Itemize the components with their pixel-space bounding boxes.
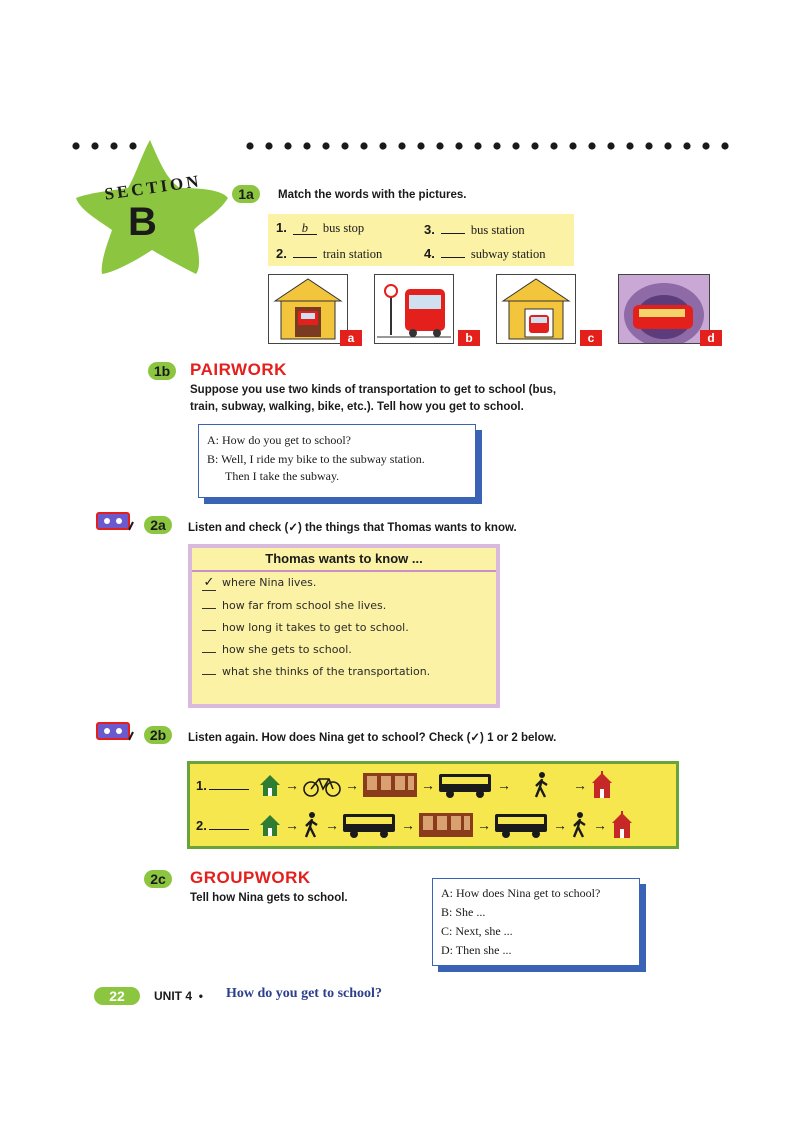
- bus-icon: [342, 811, 398, 839]
- route-panel: [190, 764, 676, 846]
- picture-bus-station: [496, 274, 576, 344]
- subway-icon: [619, 275, 709, 343]
- match-item-1: 1. b bus stop: [276, 220, 365, 235]
- bus-icon: [494, 811, 550, 839]
- checkbox-4[interactable]: [202, 638, 216, 653]
- unit-title: How do you get to school?: [226, 986, 382, 1001]
- dialog-line: B: She ...: [441, 905, 486, 919]
- instruction-2a: Listen and check (✓) the things that Thomas wants to know.: [188, 522, 517, 534]
- picture-label-d: d: [700, 330, 722, 346]
- badge-2b: 2b: [144, 726, 172, 744]
- check-item-1: ✓ where Nina lives.: [203, 575, 317, 590]
- check-item-4: how she gets to school.: [192, 638, 496, 660]
- bus-station-icon: [497, 275, 575, 343]
- checkbox-3[interactable]: [202, 616, 216, 631]
- heading-groupwork: GROUPWORK: [190, 868, 311, 887]
- dialog-box-2c: [432, 878, 640, 966]
- picture-label-b: b: [458, 330, 480, 346]
- picture-train-station: [268, 274, 348, 344]
- match-item-4: 4. subway station: [424, 246, 546, 261]
- section-letter: B: [128, 200, 157, 244]
- dialog-line: A: How do you get to school?: [207, 433, 351, 447]
- train-station-icon: [269, 275, 347, 343]
- home-icon: [258, 813, 282, 837]
- answer-blank-3[interactable]: [441, 220, 465, 234]
- walk-icon: [302, 811, 322, 839]
- dialog-line: C: Next, she ...: [441, 924, 513, 938]
- thomas-box: [192, 548, 496, 704]
- page-number: 22: [94, 987, 140, 1005]
- match-item-3: 3. bus station: [424, 222, 525, 237]
- checkbox-5[interactable]: [202, 660, 216, 675]
- match-item-2: 2. train station: [276, 246, 383, 261]
- picture-subway-station: [618, 274, 710, 344]
- badge-2c: 2c: [144, 870, 172, 888]
- dialog-line: Then I take the subway.: [225, 469, 340, 483]
- walk-icon: [532, 771, 552, 799]
- bike-icon: [302, 773, 342, 797]
- dialog-line: B: Well, I ride my bike to the subway station.: [207, 452, 425, 466]
- dialog-line: A: How does Nina get to school?: [441, 886, 601, 900]
- route-1-number[interactable]: 1.: [196, 778, 258, 793]
- school-icon: [610, 811, 634, 839]
- badge-2a: 2a: [144, 516, 172, 534]
- picture-bus-stop: [374, 274, 454, 344]
- home-icon: [258, 773, 282, 797]
- check-item-2: how far from school she lives.: [192, 594, 496, 616]
- route-2-number[interactable]: 2.: [196, 818, 258, 833]
- instruction-2b: Listen again. How does Nina get to school? Check (✓) 1 or 2 below.: [188, 732, 557, 744]
- instruction-1b-line2: train, subway, walking, bike, etc.). Tell how you get to school.: [190, 401, 524, 413]
- school-icon: [590, 771, 614, 799]
- badge-1a: 1a: [232, 185, 260, 203]
- check-item-3: how long it takes to get to school.: [192, 616, 496, 638]
- badge-1b: 1b: [148, 362, 176, 380]
- answer-blank-2[interactable]: [293, 244, 317, 258]
- checkbox-2[interactable]: [202, 594, 216, 609]
- cassette-icon: [96, 512, 134, 532]
- thomas-box-title: Thomas wants to know ...: [192, 548, 496, 572]
- bus-stop-icon: [375, 275, 453, 343]
- route-1: 1. → → → → →: [196, 770, 614, 800]
- dialog-box-1b: [198, 424, 476, 498]
- answer-blank-4[interactable]: [441, 244, 465, 258]
- unit-label: UNIT 4 •: [154, 989, 203, 1003]
- picture-label-c: c: [580, 330, 602, 346]
- section-label: SECTION: [103, 171, 203, 204]
- bus-icon: [438, 771, 494, 799]
- route-2: 2. → → → → → →: [196, 810, 634, 840]
- match-box: [268, 214, 574, 266]
- instruction-1a: Match the words with the pictures.: [278, 189, 467, 201]
- answer-blank-1[interactable]: b: [293, 221, 317, 235]
- instruction-1b-line1: Suppose you use two kinds of transportation to get to school (bus,: [190, 384, 557, 396]
- dialog-line: D: Then she ...: [441, 943, 512, 957]
- walk-icon: [570, 811, 590, 839]
- train-icon: [362, 771, 418, 799]
- cassette-icon: [96, 722, 134, 742]
- checkbox-1[interactable]: ✓: [203, 575, 215, 590]
- check-item-5: what she thinks of the transportation.: [192, 660, 496, 682]
- instruction-2c: Tell how Nina gets to school.: [190, 892, 348, 904]
- picture-label-a: a: [340, 330, 362, 346]
- train-icon: [418, 811, 474, 839]
- heading-pairwork: PAIRWORK: [190, 360, 287, 379]
